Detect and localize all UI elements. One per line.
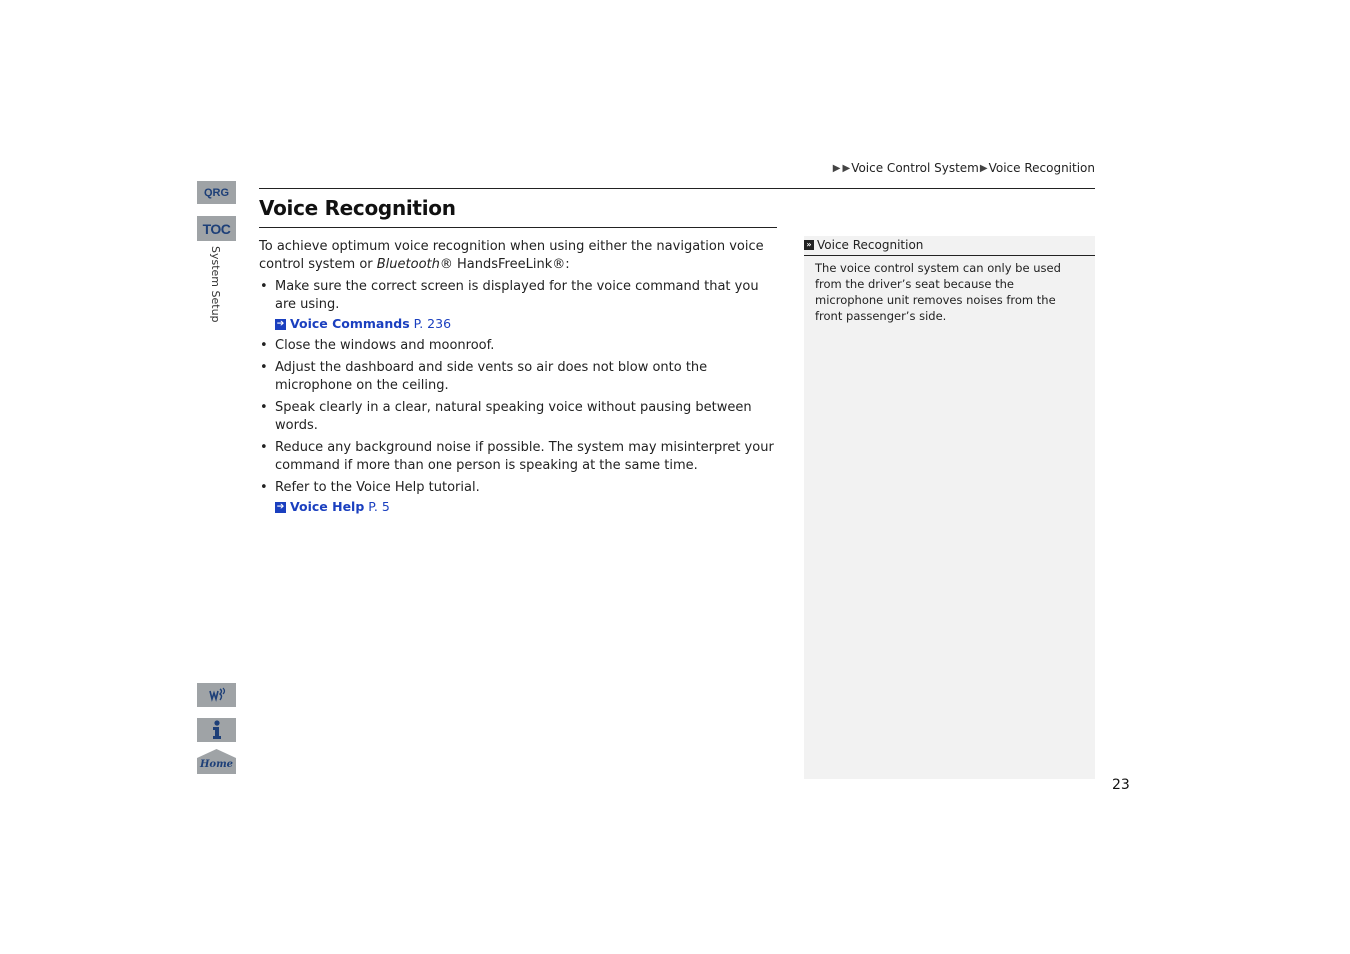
toc-button[interactable] — [197, 216, 236, 241]
main-content — [259, 238, 779, 520]
info-button[interactable] — [197, 718, 236, 742]
intro-paragraph: To achieve optimum voice recognition when using either the navigation voice control system or Bluetooth® HandsFreeLink®: — [259, 239, 764, 272]
title-divider — [259, 227, 777, 228]
breadcrumb-current: Voice Recognition — [988, 161, 1095, 175]
page-title: Voice Recognition — [259, 196, 456, 220]
breadcrumb-parent[interactable]: Voice Control System — [851, 161, 979, 175]
breadcrumb-arrow-icon: ▶ — [832, 162, 841, 174]
page-number: 23 — [1112, 777, 1130, 793]
note-icon: » — [804, 240, 814, 250]
section-label: System Setup — [209, 246, 222, 323]
tips-list — [259, 278, 779, 516]
link-arrow-icon: ➔ — [276, 501, 285, 512]
list-item: • Speak clearly in a clear, natural speaking voice without pausing between words. — [259, 399, 779, 435]
home-button[interactable] — [197, 749, 236, 774]
breadcrumb-arrow-icon: ▶ — [842, 162, 851, 174]
home-label: Home — [199, 759, 234, 770]
breadcrumb-arrow-icon: ▶ — [979, 162, 988, 174]
voice-command-icon — [207, 686, 227, 704]
voice-commands-link[interactable]: ➔ Voice Commands P. 236 — [276, 316, 452, 331]
link-arrow-icon: ➔ — [276, 318, 285, 329]
side-note — [804, 236, 1095, 779]
side-note-heading: » Voice Recognition — [804, 236, 1095, 256]
qrg-button[interactable] — [197, 181, 236, 204]
list-item: • Adjust the dashboard and side vents so air does not blow onto the microphone on the ceiling. — [259, 359, 779, 395]
list-item: • Reduce any background noise if possible. The system may misinterpret your command if more than one person is speaking at the same time. — [259, 439, 779, 475]
qrg-label: QRG — [203, 186, 230, 199]
side-note-body: The voice control system can only be used from the driver’s seat because the microphone unit removes noises from the front passenger’s side. — [815, 261, 1061, 323]
list-item: • Make sure the correct screen is displayed for the voice command that you are using. ➔ Voice Commands P. 236 — [259, 278, 779, 333]
header-divider — [259, 188, 1095, 189]
voice-help-link[interactable]: ➔ Voice Help P. 5 — [276, 499, 390, 514]
list-item: • Close the windows and moonroof. — [259, 337, 779, 355]
breadcrumb — [832, 161, 1095, 175]
home-icon — [197, 749, 236, 774]
voice-command-button[interactable] — [197, 683, 236, 707]
toc-label: TOC — [202, 220, 231, 237]
info-icon — [210, 720, 224, 740]
list-item: • Refer to the Voice Help tutorial. ➔ Voice Help P. 5 — [259, 479, 779, 516]
